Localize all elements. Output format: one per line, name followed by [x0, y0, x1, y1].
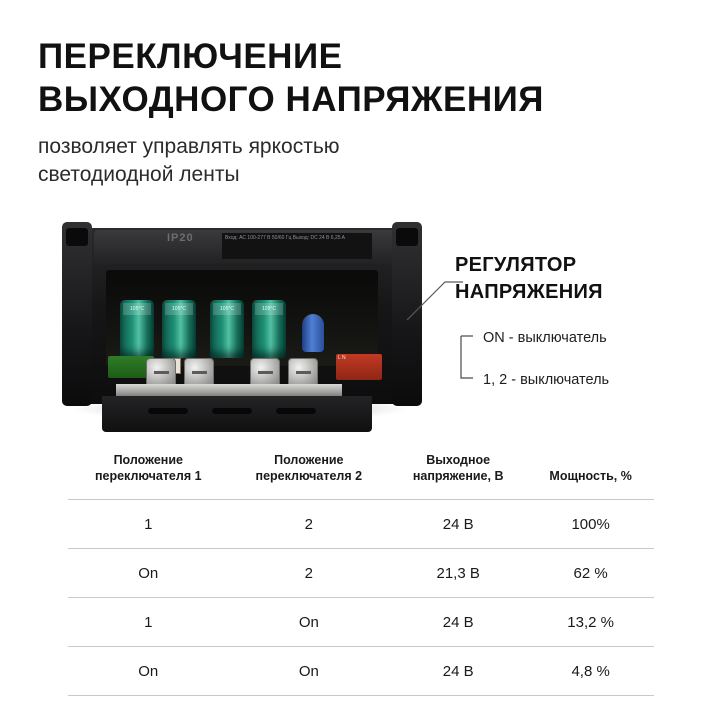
- cell-power: 62 %: [527, 548, 654, 597]
- cell-switch-1: 1: [68, 597, 229, 646]
- cell-switch-2: On: [229, 646, 390, 695]
- cell-voltage: 24 В: [389, 646, 527, 695]
- bracket-notch: [66, 228, 88, 246]
- capacitor: [210, 300, 244, 358]
- column-header-line: Выходное: [426, 453, 491, 467]
- mounting-bracket-right: [392, 222, 422, 406]
- column-header-line: Мощность, %: [549, 469, 632, 484]
- vent-slot: [148, 408, 188, 414]
- bracket-notch: [396, 228, 418, 246]
- table-row: [68, 548, 654, 597]
- cell-switch-1: 1: [68, 499, 229, 548]
- cell-switch-2: 2: [229, 499, 390, 548]
- table-row: [68, 499, 654, 548]
- page-subtitle-line-2: светодиодной ленты: [38, 163, 240, 187]
- heading-block: [38, 36, 688, 189]
- cell-switch-1: On: [68, 548, 229, 597]
- table-head: [68, 452, 654, 499]
- device-ip-rating: IP20: [167, 232, 194, 244]
- device-photo: [62, 210, 422, 440]
- column-header-line: Положение: [274, 453, 344, 467]
- table-body: [68, 499, 654, 695]
- page-subtitle: [38, 133, 688, 189]
- cell-power: 4,8 %: [527, 646, 654, 695]
- callout-title-line-2: НАПРЯЖЕНИЯ: [455, 281, 603, 303]
- column-header-switch-2: [229, 452, 390, 499]
- capacitor-top: 105°C: [213, 303, 241, 315]
- cell-switch-2: 2: [229, 548, 390, 597]
- cell-voltage: 24 В: [389, 597, 527, 646]
- column-header-line: переключателя 1: [94, 469, 202, 484]
- capacitor-top: 105°C: [165, 303, 193, 315]
- column-header-line: переключателя 2: [255, 469, 363, 484]
- vent-slot: [212, 408, 252, 414]
- table-row: [68, 597, 654, 646]
- column-header-line: напряжение, В: [412, 469, 504, 484]
- cell-switch-1: On: [68, 646, 229, 695]
- column-header-output-voltage: [389, 452, 527, 499]
- device-housing: [72, 228, 412, 404]
- red-terminal-block: L N: [336, 354, 382, 380]
- device-base-plate: [102, 396, 372, 432]
- table-header-row: [68, 452, 654, 499]
- page-subtitle-line-1: позволяет управлять яркостью: [38, 135, 340, 159]
- cell-voltage: 21,3 В: [389, 548, 527, 597]
- column-header-power: [527, 452, 654, 499]
- callout-title-line-1: РЕГУЛЯТОР: [455, 254, 577, 276]
- cell-power: 13,2 %: [527, 597, 654, 646]
- callout-item-12: 1, 2 - выключатель: [483, 372, 610, 388]
- cell-power: 100%: [527, 499, 654, 548]
- cell-voltage: 24 В: [389, 499, 527, 548]
- capacitor: [252, 300, 286, 358]
- column-header-switch-1: [68, 452, 229, 499]
- capacitor-top: 105°C: [255, 303, 283, 315]
- device-inner-cavity: [106, 270, 378, 366]
- table-row: [68, 646, 654, 695]
- device-spec-label: Вход: AC 100-277 B 50/60 Гц Выход: DC 24 B 6,25 A: [222, 233, 372, 259]
- mounting-bracket-left: [62, 222, 92, 406]
- page-title-line-2: ВЫХОДНОГО НАПРЯЖЕНИЯ: [38, 79, 544, 119]
- column-header-line: Положение: [113, 453, 183, 467]
- callout-block: [455, 252, 705, 388]
- vent-slot: [276, 408, 316, 414]
- callout-item-on: ON - выключатель: [483, 330, 607, 346]
- cell-switch-2: On: [229, 597, 390, 646]
- blue-capacitor: [302, 314, 324, 352]
- page-title-line-1: ПЕРЕКЛЮЧЕНИЕ: [38, 37, 343, 76]
- capacitor-top: 105°C: [123, 303, 151, 315]
- capacitor: [120, 300, 154, 358]
- voltage-switch-table: [68, 452, 654, 696]
- capacitor: [162, 300, 196, 358]
